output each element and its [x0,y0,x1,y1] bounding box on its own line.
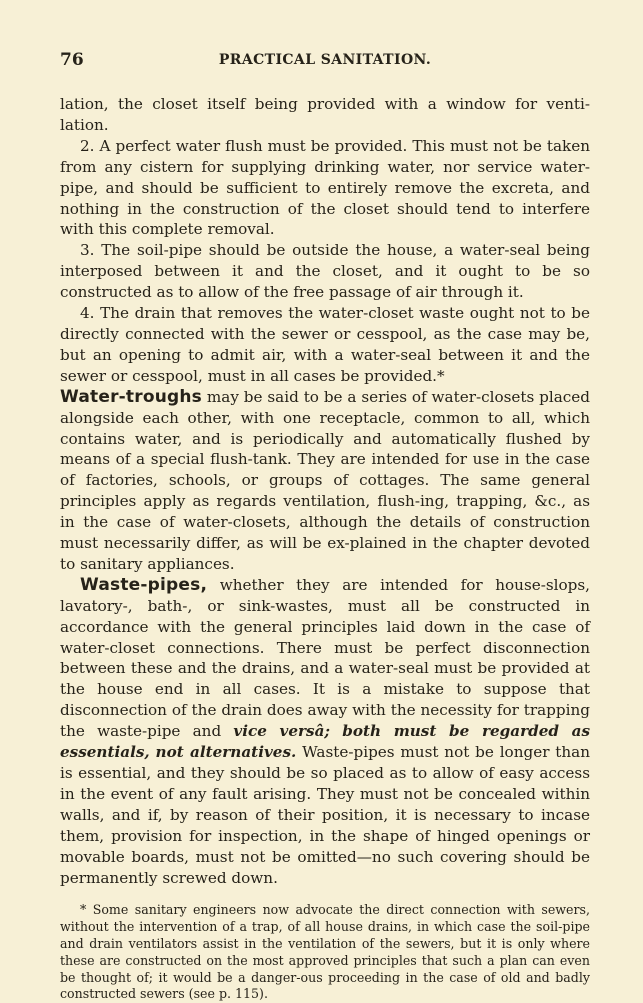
page-number: 76 [60,50,84,70]
footnote-text: * Some sanitary engineers now advocate the direct connection with sewers, without the intervention of a trap, of all house drains, in which case the soil-pipe and drain ventilators assist in the ventilation of the sewers, but it is only where these are constructed on the most approved principles that such a plan can even be thought of; it would be a danger-ous proceeding in the case of old and badly constructed sewers (see p. 115). [60,902,590,1002]
paragraph-soil-pipe: 3. The soil-pipe should be outside the house, a water-seal being interposed between it and the closet, and it ought to be so constructed as to allow of the free passage of air through it. [60,241,590,302]
waste-pipes-text-1: whether they are intended for house-slops, lavatory-, bath-, or sink-wastes, must all be constructed in accordance with the general principles laid down in the case of water-closet connections. There must be perfect disconnection between these and the drains, and a water-seal must be provided at the house end in all cases. It is a mistake to suppose that disconnection of the drain does away with the necessity for trapping the waste-pipe and [60,575,590,741]
water-troughs-text: may be said to be a series of water-closets placed alongside each other, with one receptacle, common to all, which contains water, and is periodically and automatically flushed by means of a special flush-tank. They are intended for use in the case of factories, schools, or groups of cottages. The same general principles apply as regards ventilation, flush-ing, trapping, &c., as in the case of water-closets, although the details of construction must necessarily differ, as will be ex-plained in the chapter devoted to sanitary appliances. [60,387,590,573]
paragraph-drain: 4. The drain that removes the water-closet waste ought not to be directly connected with the sewer or cesspool, as the case may be, but an opening to admit air, with a water-seal between it and the sewer or cesspool, must in all cases be provided.* [60,304,590,385]
emphasis-vice-versa: vice versâ; [233,722,331,741]
paragraph-continuation: lation, the closet itself being provided with a window for venti-lation. [60,95,590,134]
waste-pipes-space-1 [330,722,342,740]
page-header [60,50,590,74]
main-text [60,94,590,888]
emphasis-not-alternatives: not alternatives. [155,743,297,762]
waste-pipes-text-2: Waste-pipes must not be longer than is essential, and they should be so placed as to allow of easy access in the event of any fault arising. They must not be concealed within walls, and if, by reason of their position, it is necessary to incase them, provision for inspection, in the shape of hinged openings or movable boards, must not be omitted—no such covering should be permanently screwed down. [60,743,590,887]
sidehead-waste-pipes: Waste-pipes, [80,574,208,595]
footnote [60,902,590,1003]
running-title: PRACTICAL SANITATION. [218,52,432,68]
sidehead-water-troughs: Water-troughs [60,386,202,407]
paragraph-water-troughs [60,387,590,575]
paragraph-waste-pipes [60,575,590,889]
paragraph-flush: 2. A perfect water flush must be provided. This must not be taken from any cistern for supplying drinking water, nor service water-pipe, and should be sufficient to entirely remove the excreta, and nothing in the construction of the closet should tend to interfere with this complete removal. [60,136,590,239]
emphasis-essentials: both must be regarded as essentials, [60,722,591,762]
book-page [60,50,590,1003]
